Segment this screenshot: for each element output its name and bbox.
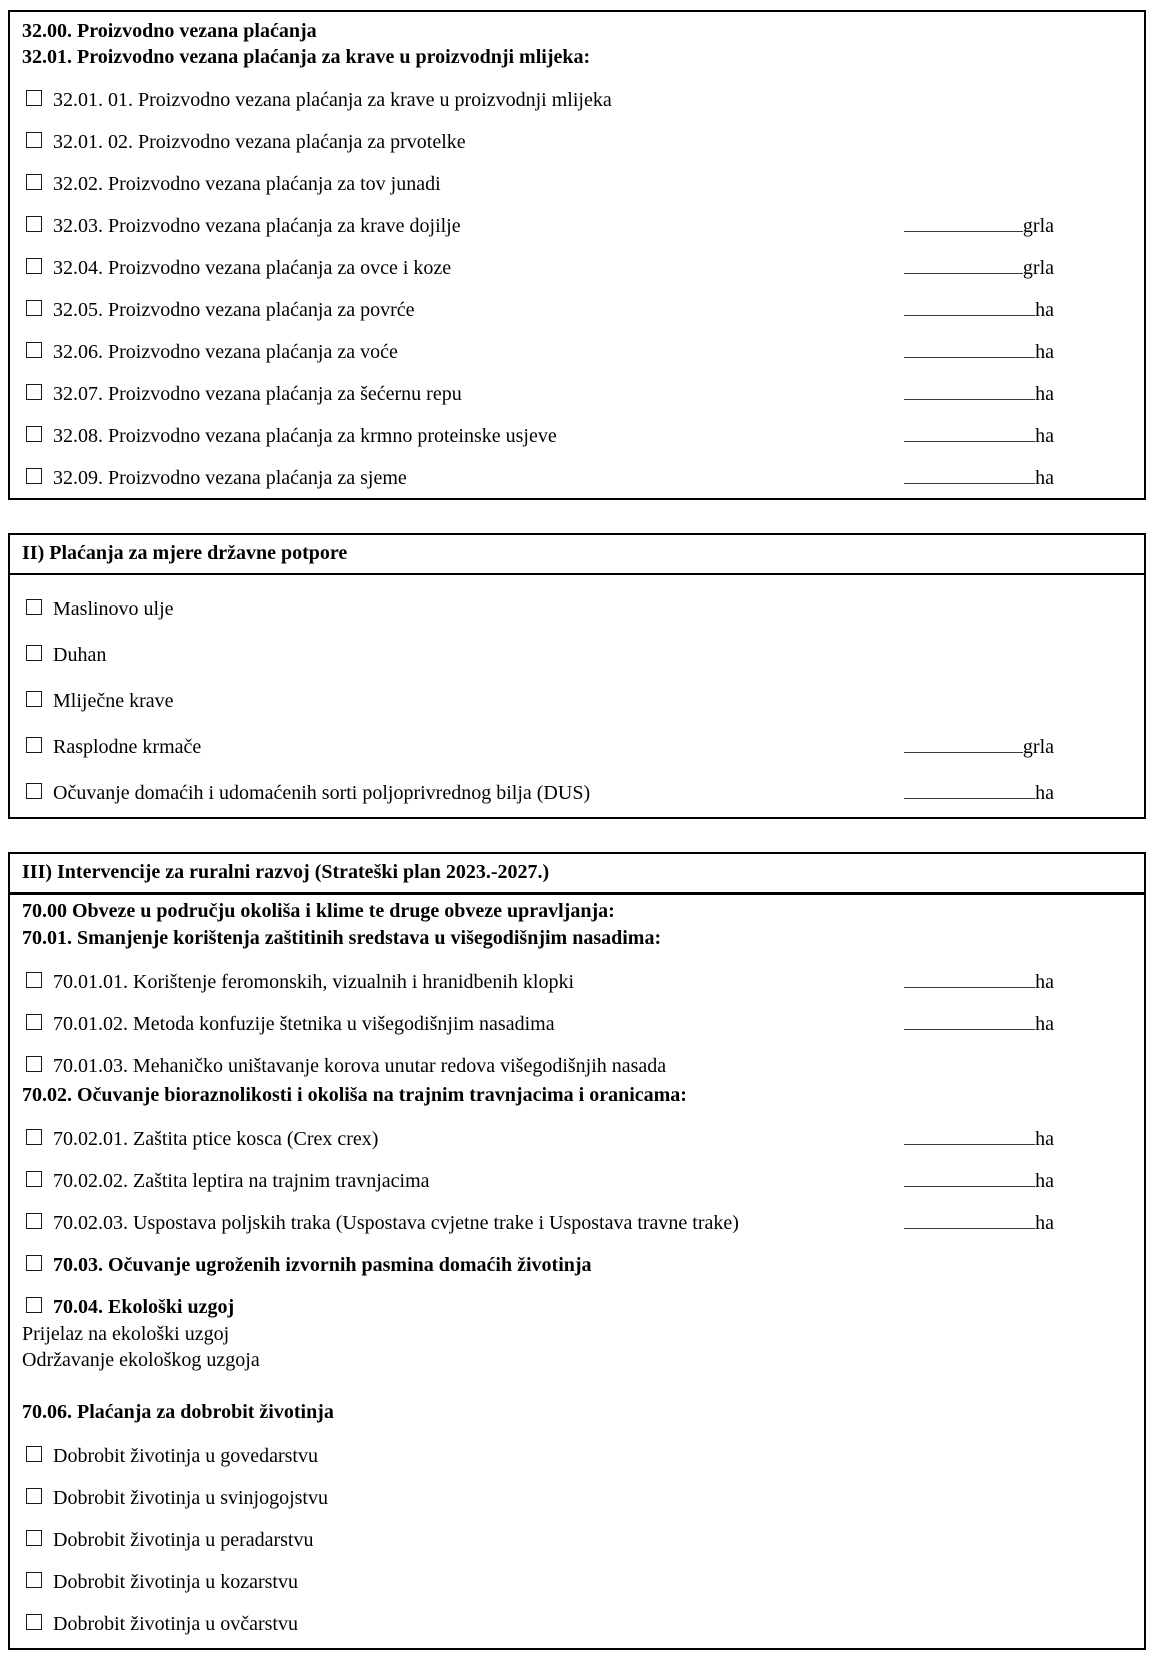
checkbox-label: 32.01. 01. Proizvodno vezana plaćanja za krave u proizvodnji mlijeka (53, 89, 612, 111)
row-32-05 (10, 298, 1144, 322)
checkbox-dobrobit-ovcarstvo[interactable] (26, 1614, 42, 1630)
checkbox-label: 32.09. Proizvodno vezana plaćanja za sjeme (53, 467, 407, 489)
row-32-07 (10, 382, 1144, 406)
fill-group (904, 970, 1054, 994)
row-70-04 (10, 1295, 1144, 1319)
checkbox-label: 70.02.01. Zaštita ptice kosca (Crex crex) (53, 1128, 379, 1150)
checkbox-70-01-02[interactable] (26, 1014, 42, 1030)
row-32-03 (10, 214, 1144, 238)
fill-group (904, 1169, 1054, 1193)
row-32-09 (10, 466, 1144, 490)
fill-group (904, 214, 1054, 238)
ekoloski-uzgoj-notes (10, 1321, 1144, 1373)
checkbox-ocuvanje-sorti-dus[interactable] (26, 783, 42, 799)
section-iii-ruralni-razvoj (8, 852, 1146, 1650)
checkbox-mlijecne-krave[interactable] (26, 691, 42, 707)
checkbox-70-04[interactable] (26, 1297, 42, 1313)
checkbox-dobrobit-kozarstvo[interactable] (26, 1572, 42, 1588)
checkbox-label: 32.01. 02. Proizvodno vezana plaćanja za prvotelke (53, 131, 466, 153)
unit-label: ha (1035, 299, 1054, 321)
checkbox-rasplodne-krmace[interactable] (26, 737, 42, 753)
row-70-01-03 (10, 1054, 1144, 1078)
fill-line-32-05[interactable] (904, 300, 1035, 316)
checkbox-label: 32.05. Proizvodno vezana plaćanja za povrće (53, 299, 415, 321)
row-70-02-02 (10, 1169, 1144, 1193)
section-ii-title: II) Plaćanja za mjere državne potpore (10, 535, 1144, 575)
section-iii-title: III) Intervencije za ruralni razvoj (Strateški plan 2023.-2027.) (10, 854, 1144, 895)
checkbox-32-05[interactable] (26, 300, 42, 316)
checkbox-70-01-01[interactable] (26, 972, 42, 988)
fill-group (904, 424, 1054, 448)
checkbox-label: 32.02. Proizvodno vezana plaćanja za tov junadi (53, 173, 441, 195)
row-32-06 (10, 340, 1144, 364)
checkbox-dobrobit-svinjogojstvo[interactable] (26, 1488, 42, 1504)
checkbox-70-03[interactable] (26, 1255, 42, 1271)
checkbox-label: 70.01.01. Korištenje feromonskih, vizualnih i hranidbenih klopki (53, 971, 575, 993)
heading-70-02: 70.02. Očuvanje bioraznolikosti i okoliša na trajnim travnjacima i oranicama: (22, 1084, 687, 1106)
checkbox-32-07[interactable] (26, 384, 42, 400)
checkbox-label: Dobrobit životinja u kozarstvu (53, 1571, 298, 1593)
checkbox-label: 32.03. Proizvodno vezana plaćanja za krave dojilje (53, 215, 461, 237)
checkbox-label: Dobrobit životinja u svinjogojstvu (53, 1487, 328, 1509)
checkbox-dobrobit-govedarstvo[interactable] (26, 1446, 42, 1462)
unit-label: ha (1035, 1013, 1054, 1035)
fill-group (904, 256, 1054, 280)
checkbox-label: 32.04. Proizvodno vezana plaćanja za ovce i koze (53, 257, 452, 279)
checkbox-label: Mliječne krave (53, 690, 174, 712)
checkbox-32-01-02[interactable] (26, 132, 42, 148)
heading-70-01: 70.01. Smanjenje korištenja zaštitinih sredstava u višegodišnjim nasadima: (22, 927, 662, 949)
checkbox-32-06[interactable] (26, 342, 42, 358)
unit-label: ha (1035, 341, 1054, 363)
fill-group (904, 298, 1054, 322)
fill-line-32-04[interactable] (904, 258, 1023, 274)
fill-line-32-07[interactable] (904, 384, 1035, 400)
row-32-01-02 (10, 130, 1144, 154)
checkbox-label: 70.04. Ekološki uzgoj (53, 1296, 235, 1318)
fill-line-70-01-01[interactable] (904, 972, 1035, 988)
row-32-04 (10, 256, 1144, 280)
checkbox-label: Dobrobit životinja u peradarstvu (53, 1529, 314, 1551)
fill-group (904, 781, 1054, 805)
checkbox-dobrobit-peradarstvo[interactable] (26, 1530, 42, 1546)
checkbox-label: Očuvanje domaćih i udomaćenih sorti poljoprivrednog bilja (DUS) (53, 782, 591, 804)
unit-label: ha (1035, 782, 1054, 804)
fill-line-70-02-01[interactable] (904, 1129, 1035, 1145)
fill-group (904, 735, 1054, 759)
section-ii-drzavne-potpore (8, 533, 1146, 819)
unit-label: grla (1022, 215, 1054, 237)
heading-70-06: 70.06. Plaćanja za dobrobit životinja (22, 1401, 334, 1423)
checkbox-32-09[interactable] (26, 468, 42, 484)
checkbox-label: 32.08. Proizvodno vezana plaćanja za krmno proteinske usjeve (53, 425, 557, 447)
row-32-02 (10, 172, 1144, 196)
checkbox-label: 70.03. Očuvanje ugroženih izvornih pasmina domaćih životinja (53, 1254, 592, 1276)
checkbox-label: 70.01.02. Metoda konfuzije štetnika u višegodišnjim nasadima (53, 1013, 555, 1035)
row-70-01-01 (10, 970, 1144, 994)
checkbox-70-02-03[interactable] (26, 1213, 42, 1229)
row-maslinovo-ulje (10, 597, 1144, 621)
row-32-08 (10, 424, 1144, 448)
fill-line-70-02-03[interactable] (904, 1213, 1035, 1229)
checkbox-32-02[interactable] (26, 174, 42, 190)
fill-line-70-01-02[interactable] (904, 1014, 1035, 1030)
row-duhan (10, 643, 1144, 667)
checkbox-label: Dobrobit životinja u govedarstvu (53, 1445, 318, 1467)
row-dobrobit-peradarstvo (10, 1528, 1144, 1552)
row-dobrobit-kozarstvo (10, 1570, 1144, 1594)
heading-70-00: 70.00 Obveze u području okoliša i klime te druge obveze upravljanja: (22, 900, 615, 922)
fill-group (904, 340, 1054, 364)
checkbox-70-02-02[interactable] (26, 1171, 42, 1187)
unit-label: ha (1035, 1128, 1054, 1150)
unit-label: ha (1035, 383, 1054, 405)
fill-group (904, 466, 1054, 490)
heading-32-01: 32.01. Proizvodno vezana plaćanja za krave u proizvodnji mlijeka: (22, 46, 591, 68)
row-dobrobit-svinjogojstvo (10, 1486, 1144, 1510)
fill-group (904, 382, 1054, 406)
section-32-heading (10, 16, 1144, 70)
checkbox-label: 32.06. Proizvodno vezana plaćanja za voće (53, 341, 398, 363)
unit-label: grla (1022, 736, 1054, 758)
fill-group (904, 1211, 1054, 1235)
fill-line-32-06[interactable] (904, 342, 1035, 358)
fill-group (904, 1127, 1054, 1151)
unit-label: grla (1022, 257, 1054, 279)
unit-label: ha (1035, 1170, 1054, 1192)
fill-line-32-09[interactable] (904, 468, 1035, 484)
checkbox-70-01-03[interactable] (26, 1056, 42, 1072)
checkbox-label: 32.07. Proizvodno vezana plaćanja za šećernu repu (53, 383, 462, 405)
fill-line-rasplodne-krmace[interactable] (904, 737, 1023, 753)
fill-line-ocuvanje-sorti-dus[interactable] (904, 783, 1035, 799)
checkbox-label: Dobrobit životinja u ovčarstvu (53, 1613, 298, 1635)
checkbox-32-08[interactable] (26, 426, 42, 442)
note-odrzavanje: Održavanje ekološkog uzgoja (22, 1349, 260, 1371)
row-70-02-03 (10, 1211, 1144, 1235)
row-dobrobit-ovcarstvo (10, 1612, 1144, 1636)
note-prijelaz: Prijelaz na ekološki uzgoj (22, 1323, 230, 1345)
checkbox-label: 70.02.02. Zaštita leptira na trajnim travnjacima (53, 1170, 430, 1192)
checkbox-label: Rasplodne krmače (53, 736, 202, 758)
unit-label: ha (1035, 425, 1054, 447)
unit-label: ha (1035, 971, 1054, 993)
unit-label: ha (1035, 1212, 1054, 1234)
checkbox-label: Duhan (53, 644, 107, 666)
unit-label: ha (1035, 467, 1054, 489)
row-70-02-01 (10, 1127, 1144, 1151)
checkbox-maslinovo-ulje[interactable] (26, 599, 42, 615)
row-32-01-01 (10, 88, 1144, 112)
fill-line-70-02-02[interactable] (904, 1171, 1035, 1187)
row-dobrobit-govedarstvo (10, 1444, 1144, 1468)
row-mlijecne-krave (10, 689, 1144, 713)
checkbox-label: 70.01.03. Mehaničko uništavanje korova unutar redova višegodišnjih nasada (53, 1055, 667, 1077)
row-rasplodne-krmace (10, 735, 1144, 759)
checkbox-32-04[interactable] (26, 258, 42, 274)
checkbox-32-03[interactable] (26, 216, 42, 232)
checkbox-32-01-01[interactable] (26, 90, 42, 106)
section-32-proizvodno-vezana-placanja (8, 10, 1146, 500)
checkbox-70-02-01[interactable] (26, 1129, 42, 1145)
checkbox-duhan[interactable] (26, 645, 42, 661)
row-ocuvanje-sorti-dus (10, 781, 1144, 805)
fill-group (904, 1012, 1054, 1036)
checkbox-label: Maslinovo ulje (53, 598, 174, 620)
row-70-01-02 (10, 1012, 1144, 1036)
fill-line-32-03[interactable] (904, 216, 1023, 232)
fill-line-32-08[interactable] (904, 426, 1035, 442)
heading-32-00: 32.00. Proizvodno vezana plaćanja (22, 20, 317, 42)
row-70-03 (10, 1253, 1144, 1277)
checkbox-label: 70.02.03. Uspostava poljskih traka (Uspostava cvjetne trake i Uspostava travne trake) (53, 1212, 739, 1234)
